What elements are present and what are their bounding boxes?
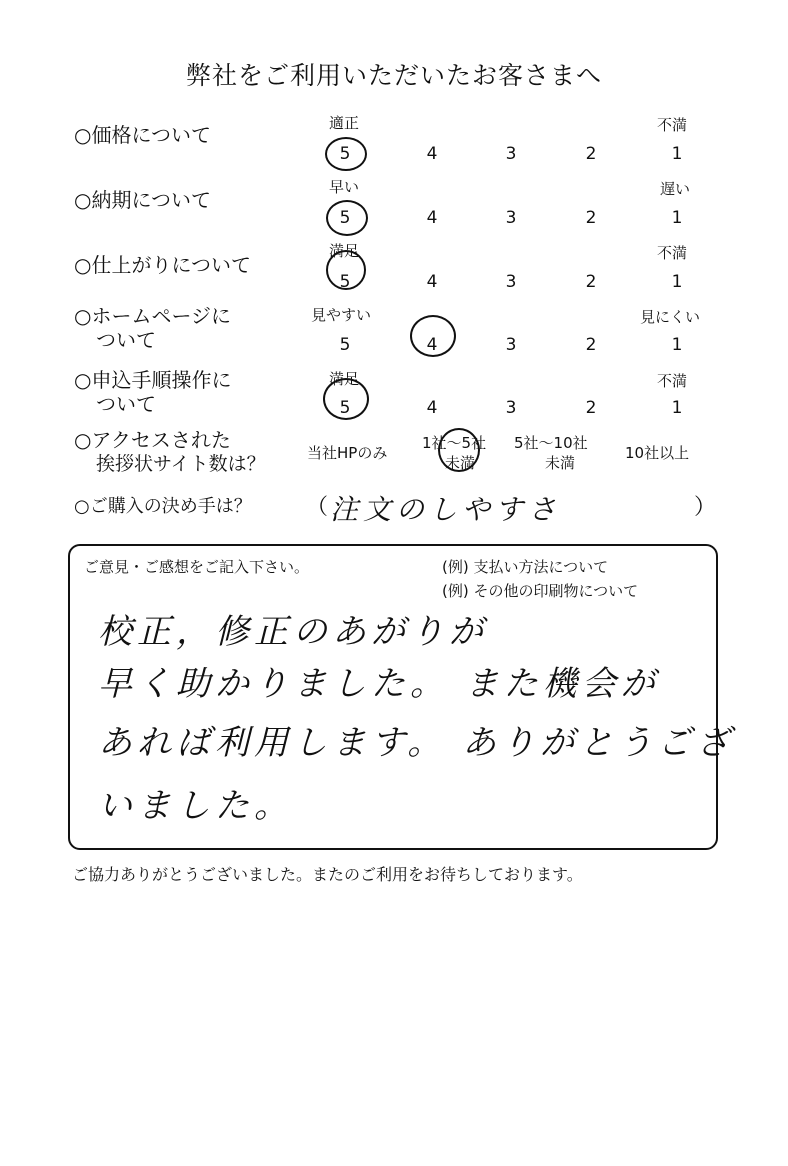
comment-line: 校正，修正のあがりが <box>98 612 488 652</box>
question-purchase: ○ご購入の決め手は？ <box>74 496 252 517</box>
selected-circle <box>323 378 369 420</box>
question-access <box>74 428 266 476</box>
question-delivery: ○納期について <box>74 188 212 212</box>
rating-5: 5 <box>339 398 351 418</box>
comments-example: (例) 支払い方法について <box>442 558 609 576</box>
comments-label: ご意見・ご感想をご記入下さい。 <box>84 558 310 576</box>
scale-high-label: 満足 <box>329 370 360 388</box>
rating-2: 2 <box>585 272 597 292</box>
rating-2: 2 <box>585 398 597 418</box>
question-price: ○価格について <box>74 123 212 147</box>
access-option: 未満 <box>445 454 476 472</box>
comment-line: いました。 <box>98 786 293 826</box>
scale-high-label: 適正 <box>329 114 360 132</box>
rating-3: 3 <box>505 398 517 418</box>
rating-1: 1 <box>671 144 683 164</box>
selected-circle <box>438 428 480 472</box>
paren-close: ） <box>694 495 717 520</box>
page-title: 弊社をご利用いただいたお客さまへ <box>185 61 602 90</box>
rating-4: 4 <box>426 208 438 228</box>
rating-3: 3 <box>505 208 517 228</box>
access-option: 5社～10社 <box>514 434 588 452</box>
scale-low-label: 見にくい <box>640 308 701 326</box>
access-option: 当社HPのみ <box>307 444 388 462</box>
rating-5: 5 <box>339 272 351 292</box>
purchase-answer: 注文のしやすさ <box>330 493 562 526</box>
comment-line: あれば利用します。 ありがとうござ <box>98 723 736 763</box>
footer-text: ご協力ありがとうございました。またのご利用をお待ちしております。 <box>72 865 583 884</box>
scale-low-label: 不満 <box>657 244 688 262</box>
selected-circle <box>325 137 367 171</box>
question-line: 挨拶状サイト数は？ <box>96 453 266 475</box>
question-line: ○アクセスされた <box>74 428 231 452</box>
rating-5: 5 <box>339 335 351 355</box>
rating-3: 3 <box>505 272 517 292</box>
scale-low-label: 不満 <box>657 372 688 390</box>
rating-3: 3 <box>505 335 517 355</box>
access-option: 1社～5社 <box>422 434 487 452</box>
access-option: 未満 <box>545 454 576 472</box>
selected-circle <box>410 315 456 357</box>
selected-circle <box>326 200 368 236</box>
question-line: ついて <box>96 328 156 352</box>
comments-example: (例) その他の印刷物について <box>442 582 639 600</box>
rating-1: 1 <box>671 398 683 418</box>
scale-low-label: 遅い <box>660 180 691 198</box>
selected-circle <box>326 250 366 290</box>
comment-line: 早く助かりました。 また機会が <box>98 664 660 704</box>
question-finish: ○仕上がりについて <box>74 253 252 277</box>
rating-4: 4 <box>426 335 438 355</box>
access-option: 10社以上 <box>625 444 690 462</box>
rating-2: 2 <box>585 335 597 355</box>
rating-2: 2 <box>585 144 597 164</box>
rating-5: 5 <box>339 208 351 228</box>
question-line: ついて <box>96 392 156 416</box>
rating-1: 1 <box>671 272 683 292</box>
scale-high-label: 早い <box>329 178 360 196</box>
question-line: ○申込手順操作に <box>74 368 232 392</box>
scale-high-label: 満足 <box>329 242 360 260</box>
question-homepage <box>74 304 231 352</box>
scale-low-label: 不満 <box>657 116 688 134</box>
paren-open: （ <box>306 495 329 520</box>
rating-2: 2 <box>585 208 597 228</box>
scale-high-label: 見やすい <box>311 306 372 324</box>
rating-5: 5 <box>339 144 351 164</box>
rating-1: 1 <box>671 208 683 228</box>
rating-1: 1 <box>671 335 683 355</box>
rating-4: 4 <box>426 272 438 292</box>
question-application <box>74 368 231 416</box>
rating-4: 4 <box>426 398 438 418</box>
rating-3: 3 <box>505 144 517 164</box>
rating-4: 4 <box>426 144 438 164</box>
question-line: ○ホームページに <box>74 304 232 328</box>
